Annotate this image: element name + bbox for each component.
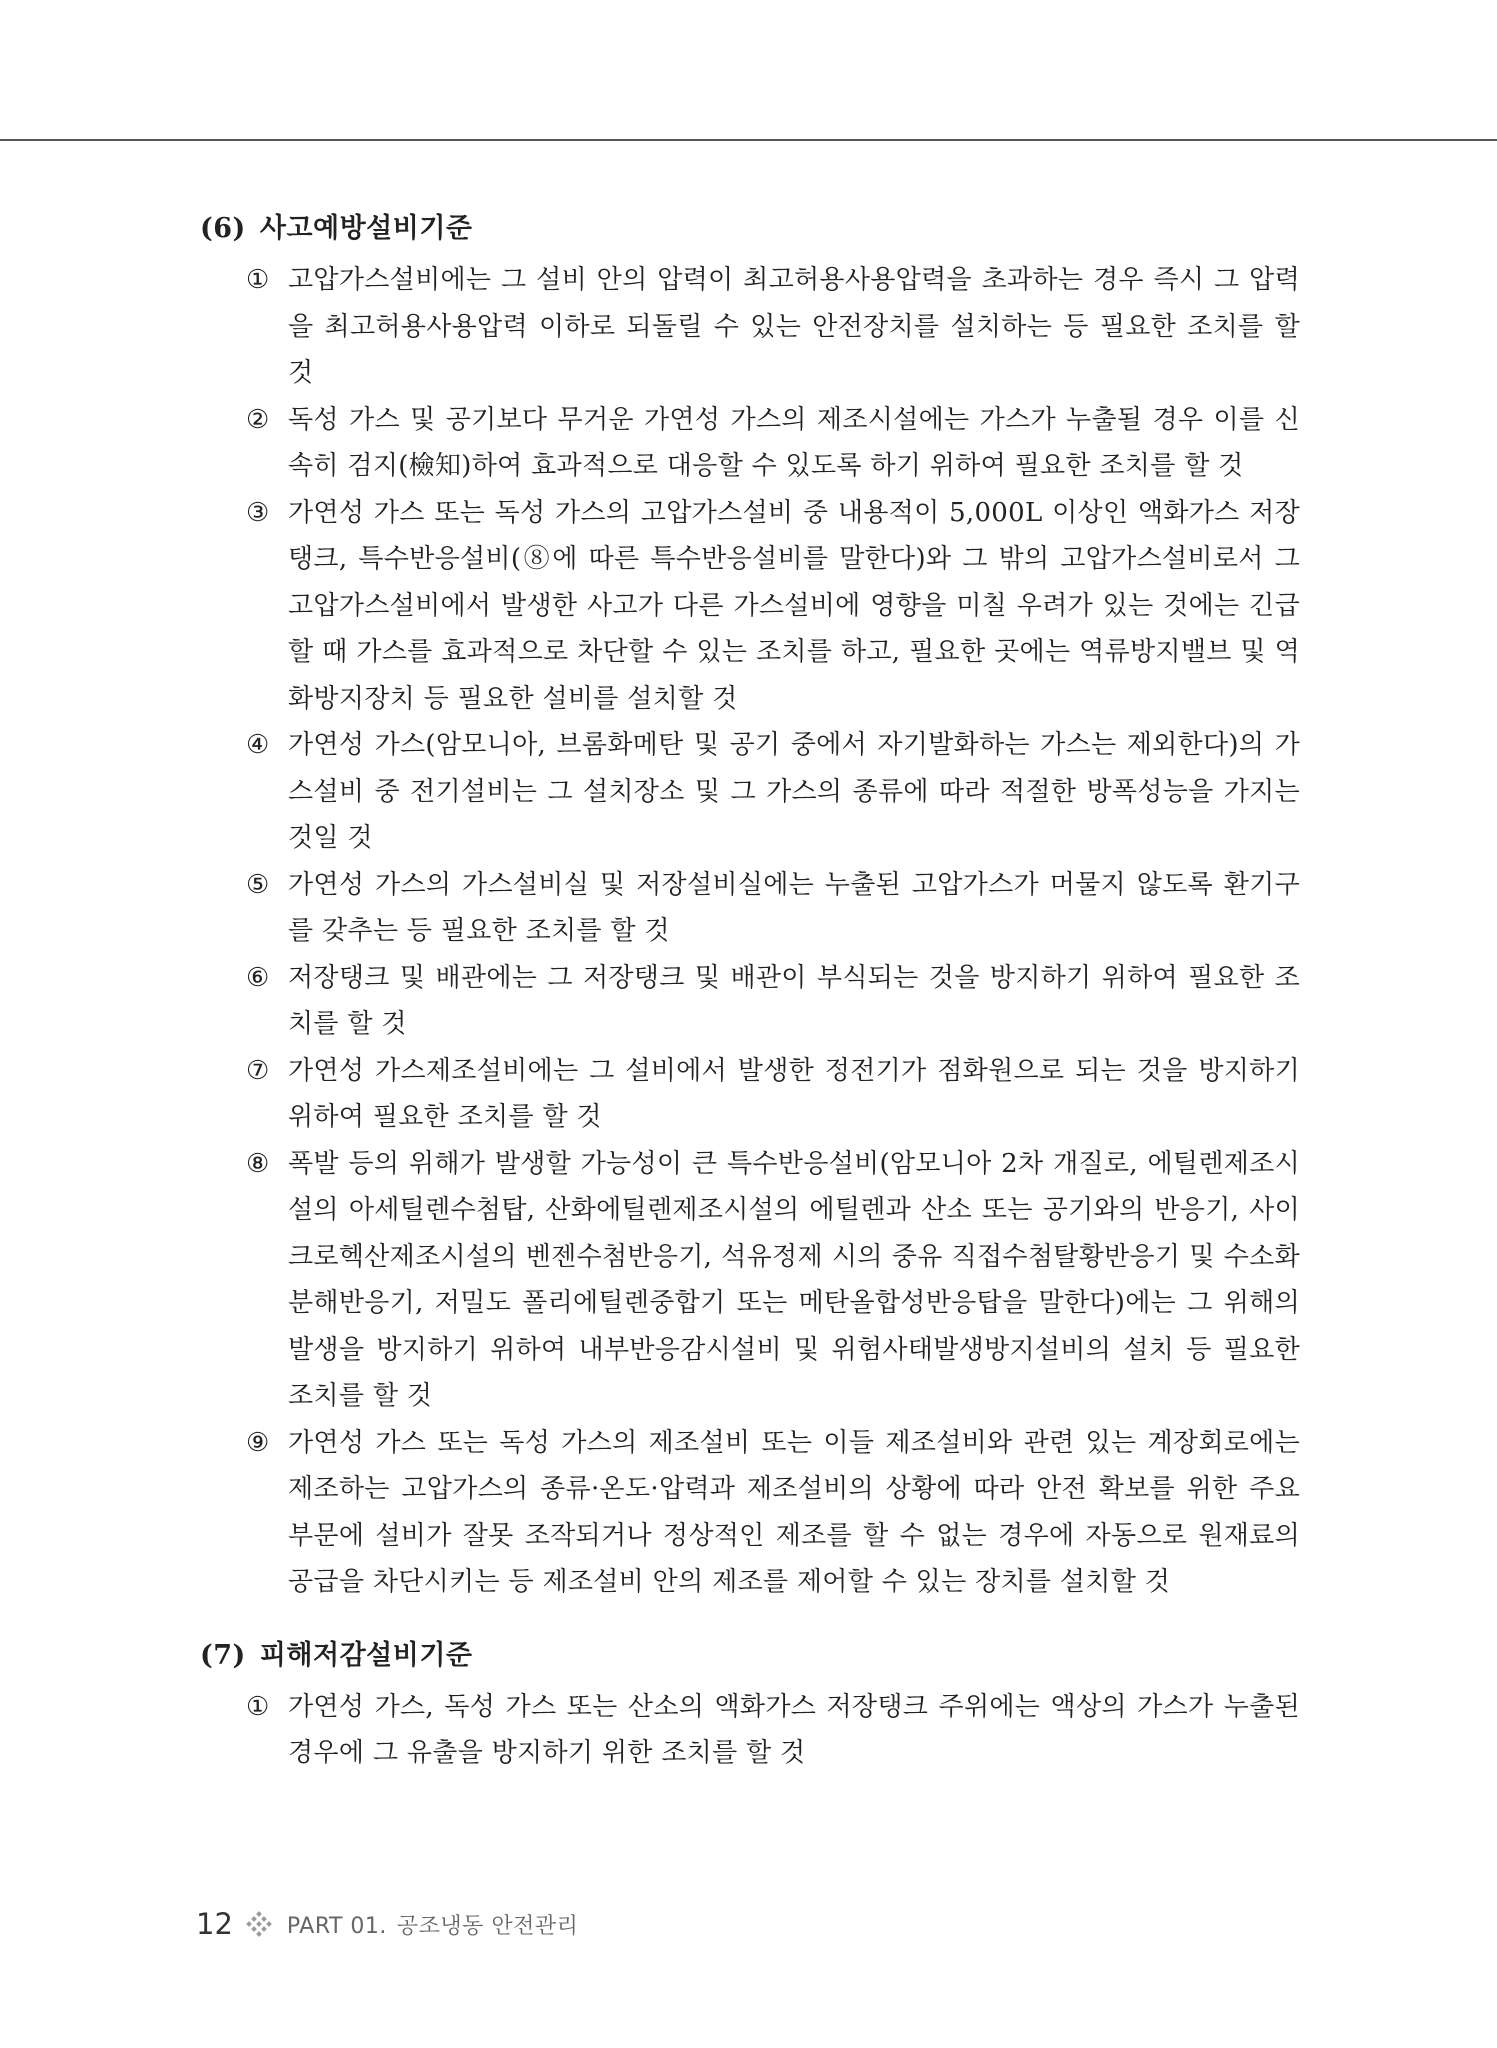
item-text: 폭발 등의 위해가 발생할 가능성이 큰 특수반응설비(암모니아 2차 개질로, 에틸렌제조시설의 아세틸렌수첨탑, 산화에틸렌제조시설의 에틸렌과 산소 또는 공기와의 반응기, 사이크로헥산제조시설의 벤젠수첨반응기, 석유정제 시의 중유 직접수첨탈황반응기 및 수소화분해반응기, 저밀도 폴리에틸렌중합기 또는 메탄올합성반응탑을 말한다)에는 그 위해의 발생을 방지하기 위하여 내부반응감시설비 및 위험사태발생방지설비의 설치 등 필요한 조치를 할 것 bbox=[288, 1148, 1300, 1411]
item-text: 가연성 가스제조설비에는 그 설비에서 발생한 정전기가 점화원으로 되는 것을 방지하기 위하여 필요한 조치를 할 것 bbox=[288, 1055, 1300, 1132]
list-item bbox=[200, 862, 1300, 955]
item-text: 저장탱크 및 배관에는 그 저장탱크 및 배관이 부식되는 것을 방지하기 위하여 필요한 조치를 할 것 bbox=[288, 962, 1300, 1039]
item-marker: ① bbox=[246, 1691, 270, 1722]
item-marker: ① bbox=[246, 265, 270, 295]
item-list bbox=[200, 257, 1300, 1606]
item-marker: ④ bbox=[246, 730, 270, 760]
footer-chapter: 공조냉동 안전관리 bbox=[396, 1913, 579, 1939]
section-number: (7) bbox=[200, 1639, 246, 1671]
list-item bbox=[200, 1420, 1300, 1606]
page-content bbox=[200, 205, 1300, 1777]
diamond-pattern-icon bbox=[245, 1910, 273, 1938]
list-item bbox=[200, 1141, 1300, 1420]
list-item bbox=[200, 1048, 1300, 1141]
list-item bbox=[200, 1684, 1300, 1777]
item-marker: ③ bbox=[246, 497, 270, 528]
item-marker: ⑦ bbox=[246, 1055, 270, 1086]
footer-part: PART 01. bbox=[286, 1913, 387, 1939]
item-text: 고압가스설비에는 그 설비 안의 압력이 최고허용사용압력을 초과하는 경우 즉시 그 압력을 최고허용사용압력 이하로 되돌릴 수 있는 안전장치를 설치하는 등 필요한 조치를 할 것 bbox=[288, 265, 1300, 388]
footer-label bbox=[287, 1909, 579, 1940]
page-number: 12 bbox=[196, 1907, 233, 1941]
item-marker: ⑥ bbox=[246, 962, 270, 993]
section-heading bbox=[200, 1632, 1300, 1680]
item-text: 가연성 가스, 독성 가스 또는 산소의 액화가스 저장탱크 주위에는 액상의 가스가 누출된 경우에 그 유출을 방지하기 위한 조치를 할 것 bbox=[288, 1691, 1300, 1768]
list-item bbox=[200, 397, 1300, 490]
section-title: 피해저감설비기준 bbox=[259, 1639, 473, 1671]
list-item bbox=[200, 257, 1300, 397]
section-heading bbox=[200, 205, 1300, 253]
section-title: 사고예방설비기준 bbox=[259, 213, 473, 244]
item-marker: ⑤ bbox=[246, 869, 270, 900]
item-text: 가연성 가스의 가스설비실 및 저장설비실에는 누출된 고압가스가 머물지 않도록 환기구를 갖추는 등 필요한 조치를 할 것 bbox=[288, 869, 1300, 946]
item-list bbox=[200, 1684, 1300, 1777]
list-item bbox=[200, 490, 1300, 723]
item-marker: ⑨ bbox=[246, 1427, 270, 1458]
page-footer bbox=[196, 1904, 578, 1944]
item-text: 가연성 가스 또는 독성 가스의 고압가스설비 중 내용적이 5,000L 이상인 액화가스 저장탱크, 특수반응설비(⑧에 따른 특수반응설비를 말한다)와 그 밖의 고압가스설비로서 그 고압가스설비에서 발생한 사고가 다른 가스설비에 영향을 미칠 우려가 있는 것에는 긴급할 때 가스를 효과적으로 차단할 수 있는 조치를 하고, 필요한 곳에는 역류방지밸브 및 역화방지장치 등 필요한 설비를 설치할 것 bbox=[288, 497, 1300, 714]
item-text: 가연성 가스(암모니아, 브롬화메탄 및 공기 중에서 자기발화하는 가스는 제외한다)의 가스설비 중 전기설비는 그 설치장소 및 그 가스의 종류에 따라 적절한 방폭성능을 가지는 것일 것 bbox=[288, 730, 1300, 853]
header-rule bbox=[0, 139, 1497, 141]
section-number: (6) bbox=[200, 213, 246, 244]
item-text: 독성 가스 및 공기보다 무거운 가연성 가스의 제조시설에는 가스가 누출될 경우 이를 신속히 검지(檢知)하여 효과적으로 대응할 수 있도록 하기 위하여 필요한 조치를 할 것 bbox=[288, 404, 1300, 481]
section-accident-prevention bbox=[200, 205, 1300, 1606]
list-item bbox=[200, 722, 1300, 862]
item-marker: ⑧ bbox=[246, 1148, 270, 1179]
item-text: 가연성 가스 또는 독성 가스의 제조설비 또는 이들 제조설비와 관련 있는 계장회로에는 제조하는 고압가스의 종류·온도·압력과 제조설비의 상황에 따라 안전 확보를 위한 주요 부문에 설비가 잘못 조작되거나 정상적인 제조를 할 수 없는 경우에 자동으로 원재료의 공급을 차단시키는 등 제조설비 안의 제조를 제어할 수 있는 장치를 설치할 것 bbox=[288, 1427, 1300, 1597]
list-item bbox=[200, 955, 1300, 1048]
section-damage-reduction bbox=[200, 1632, 1300, 1777]
item-marker: ② bbox=[246, 404, 270, 435]
